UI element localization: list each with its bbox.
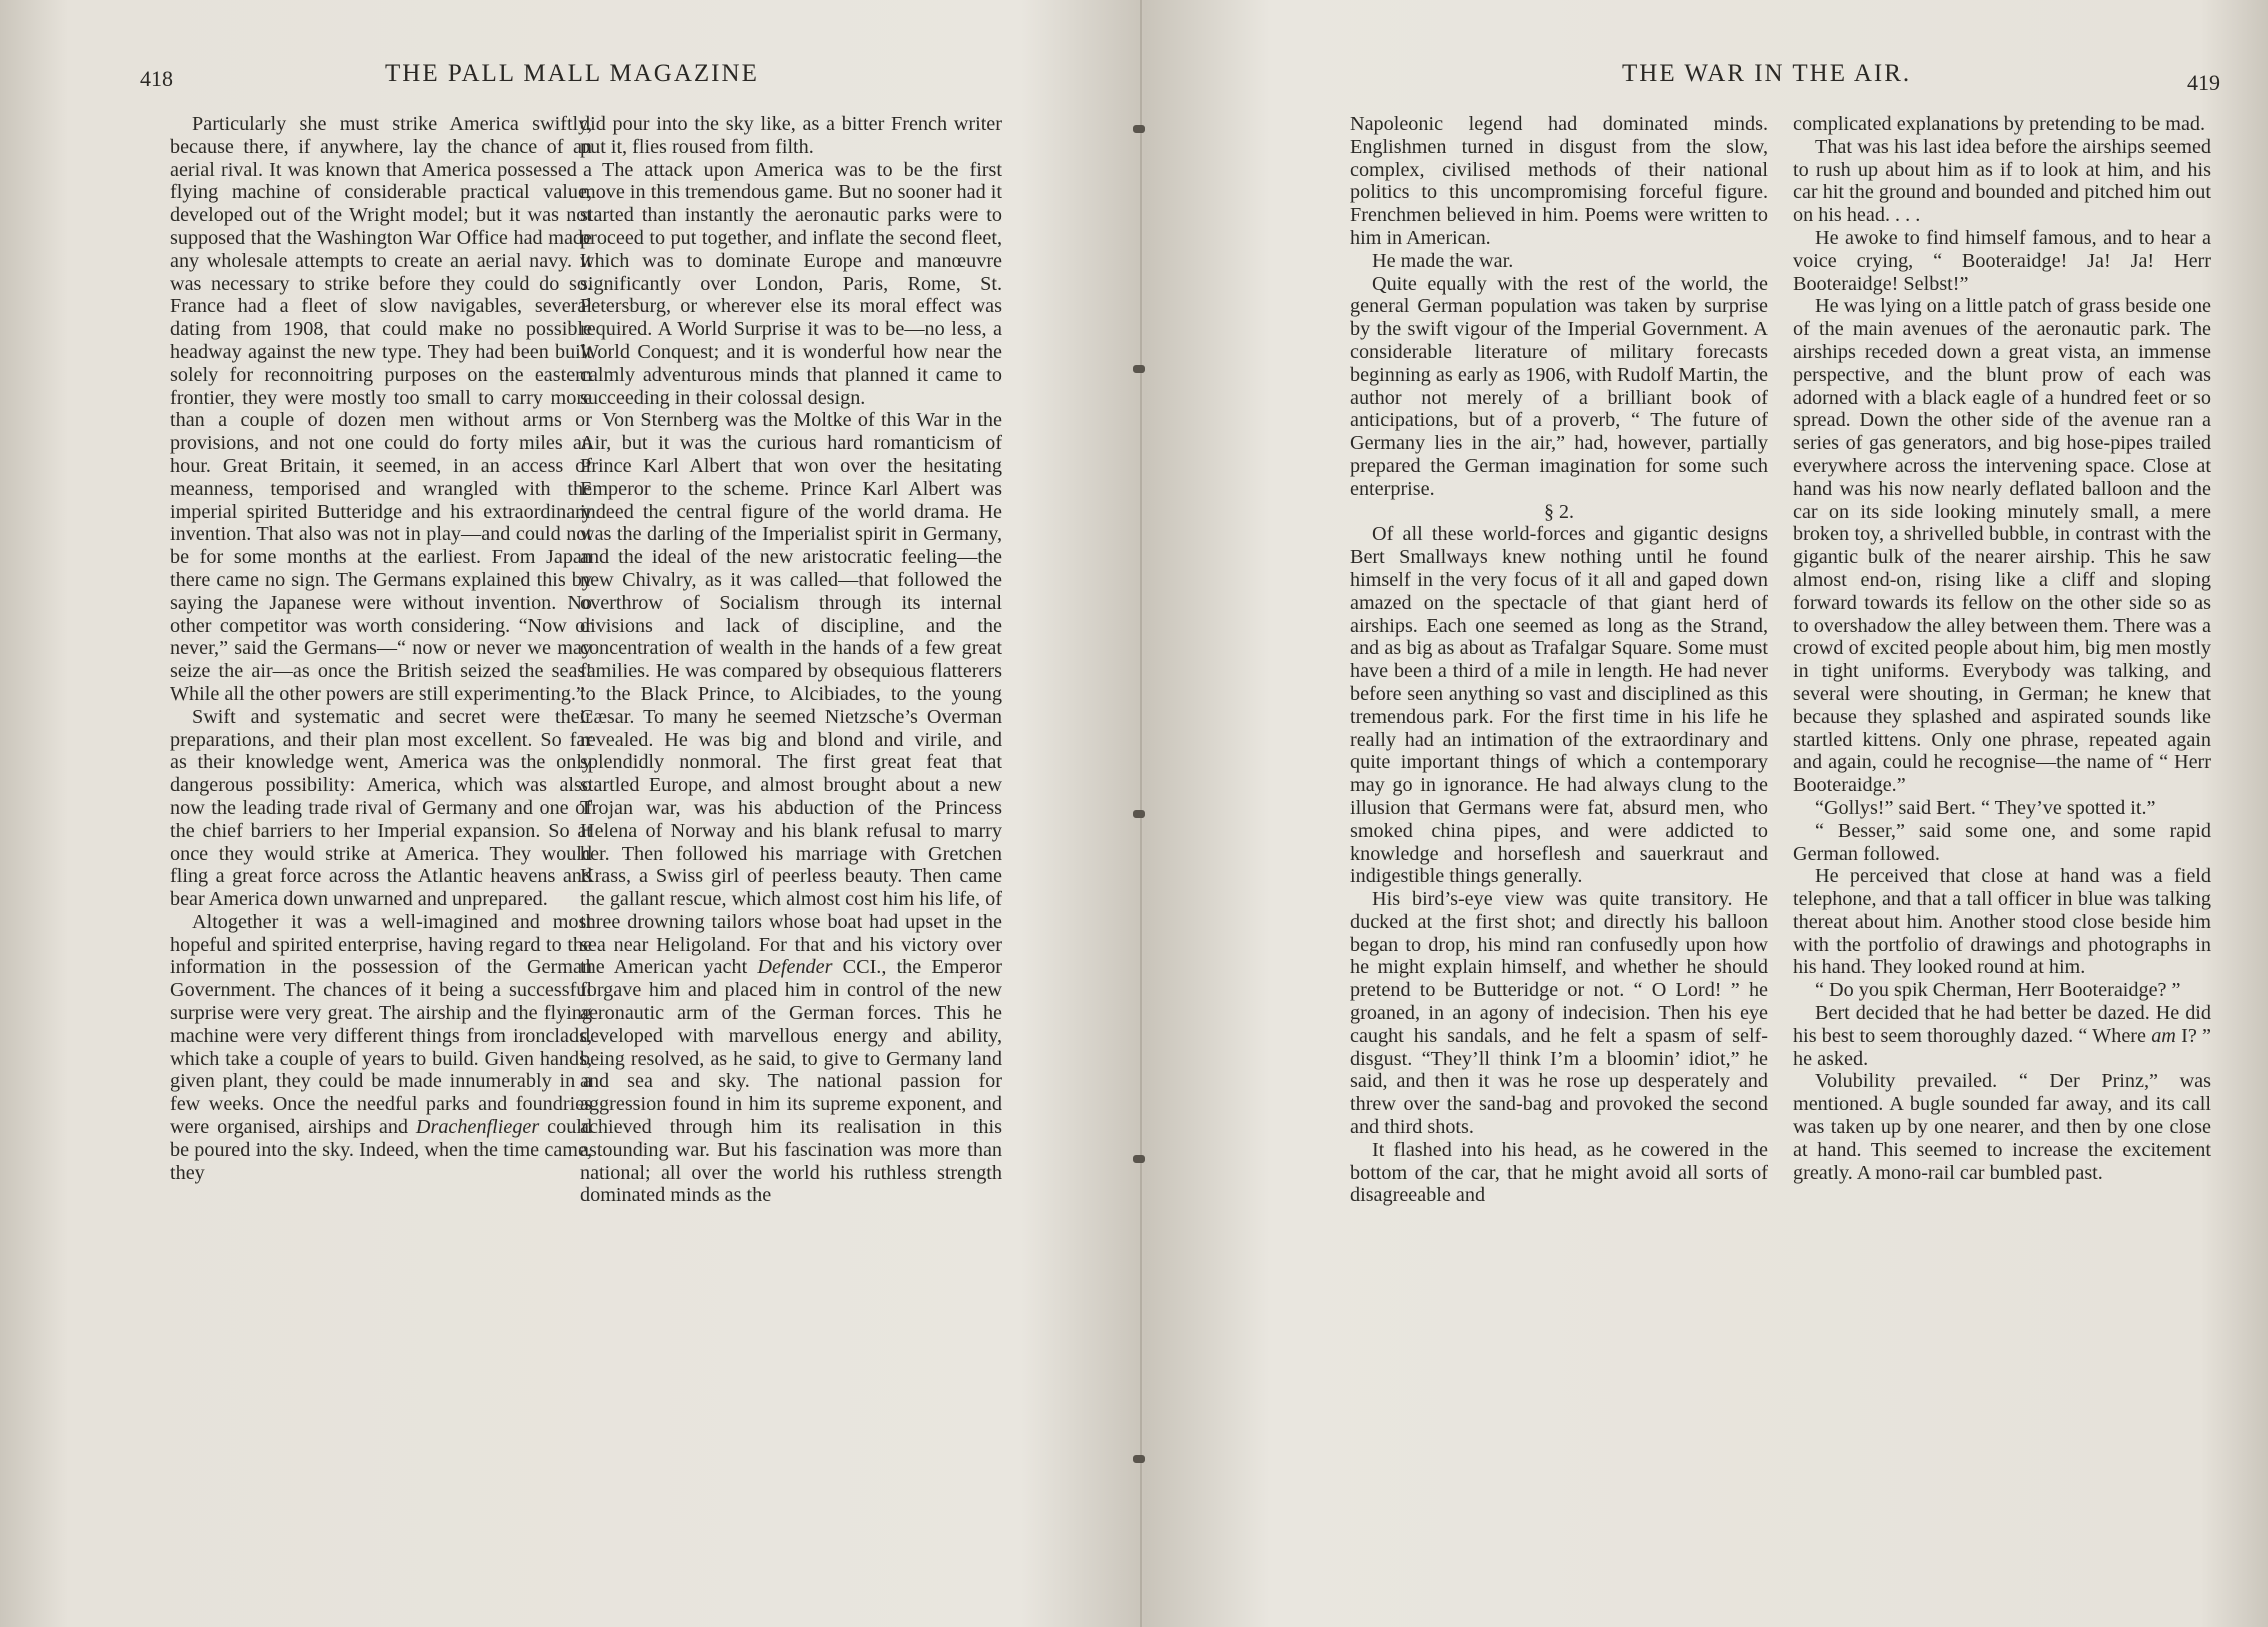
page-header [140,60,1040,100]
paragraph: He perceived that close at hand was a field telephone, and that a tall officer in blue was talking thereat about him. Another stood close beside him with the portfolio of drawings and photographs in his hand. They looked round at him. [1793,865,2211,979]
binding-stitch [1133,1155,1145,1163]
text-column-1 [1350,113,1768,1207]
binding-stitch [1133,365,1145,373]
text-column-1 [170,113,592,1184]
page-number: 418 [140,66,173,91]
paragraph-text: Bert decided that he had better be dazed. He did his best to seem thoroughly dazed. “ Where [1793,1002,2211,1047]
paragraph: “ Besser,” said some one, and some rapid German followed. [1793,819,2211,865]
paragraph: did pour into the sky like, as a bitter French writer put it, flies roused from filth. [580,113,1002,158]
paragraph [170,911,592,1185]
paragraph: The attack upon America was to be the first move in this tremendous game. But no sooner had it started than instantly the aeronautic parks were to proceed to put together, and inflate the second fleet, which was to dominate Europe and manœuvre significantly over London, Paris, Rome, St. Petersburg, or wherever else its moral effect was required. A World Surprise it was to be—no less, a World Conquest; and it is wonderful how near the calmly adventurous minds that planned it came to succeeding in their colossal design. [580,158,1002,409]
text-column-2 [580,113,1002,1207]
paragraph [1793,1002,2211,1070]
page-number: 419 [2187,70,2220,95]
paragraph: He was lying on a little patch of grass beside one of the main avenues of the aeronautic park. The airships receded down a great vista, an immense perspective, and the blunt prow of each was adorned with a black eagle of a hundred feet or so spread. Down the other side of the avenue ran a series of gas generators, and big hose-pipes trailed everywhere across the intervening space. Close at hand was his now nearly deflated balloon and the car on its side looking minutely small, a mere broken toy, a shrivelled bubble, in contrast with the gigantic bulk of the nearer airship. This he saw almost end-on, rising like a cliff and sloping forward towards its fellow on the other side so as to overshadow the alley between them. There was a crowd of excited people about him, big men mostly in tight uniforms. Everybody was talking, and several were shouting, in German; he knew that because they splashed and aspirated sounds like startled kittens. Only one phrase, repeated again and again, could he recognise—the name of “ Herr Booteraidge.” [1793,295,2211,797]
italic-word: am [2151,1024,2176,1047]
running-title: THE PALL MALL MAGAZINE [385,60,759,87]
paragraph-text: I? ” he asked. [1793,1024,2211,1070]
italic-term: Defender [757,956,833,979]
binding-stitch [1133,1455,1145,1463]
left-page [140,0,1040,1627]
italic-term: Drachenflieger [415,1116,540,1139]
paragraph: He made the war. [1372,249,1514,272]
paragraph: “ Do you spik Cherman, Herr Booteraidge? ” [1815,979,2181,1002]
paragraph-text: CCI., the Emperor forgave him and placed him in control of the new aeronautic arm of the German forces. This he developed with marvellous energy and ability, being resolved, as he said, to give to Germany land and sea and sky. The national passion for aggression found in him its supreme exponent, and achieved through him its realisation in this astounding war. But his fascination was more than national; all over the world his ruthless strength dominated minds as the [580,956,1003,1207]
paragraph: His bird’s-eye view was quite transitory. He ducked at the first shot; and directly his balloon began to drop, his mind ran confusedly upon how he might explain himself, and whether he should pretend to be Butteridge or not. “ O Lord! ” he groaned, in an agony of indecision. Then his eye caught his sandals, and he felt a spasm of self-disgust. “They’ll think I’m a bloomin’ idiot,” he said, and then it was he rose up desperately and threw over the sand-bag and provoked the second and third shots. [1350,888,1768,1139]
paragraph: complicated explanations by pretending to be mad. [1793,113,2206,135]
text-column-2 [1793,113,2211,1184]
paragraph: “Gollys!” said Bert. “ They’ve spotted it.” [1815,796,2156,819]
right-page [1350,0,2220,1627]
section-heading: § 2. [1544,500,1574,523]
paragraph: Particularly she must strike America swiftly, because there, if anywhere, lay the chance of an aerial rival. It was known that America possessed a flying machine of considerable practical value, developed out of the Wright model; but it was not supposed that the Washington War Office had made any wholesale attempts to create an aerial navy. It was necessary to strike before they could do so. France had a fleet of slow navigables, several dating from 1908, that could make no possible headway against the new type. They had been built solely for reconnoitring purposes on the eastern frontier, they were mostly too small to carry more than a couple of dozen men without arms or provisions, and not one could do forty miles an hour. Great Britain, it seemed, in an access of meanness, temporised and wrangled with the imperial spirited Butteridge and his extraordinary invention. That also was not in play—and could not be for some months at the earliest. From Japan there came no sign. The Germans explained this by saying the Japanese were without invention. No other competitor was worth considering. “Now or never,” said the Germans—“ now or never we may seize the air—as once the British seized the seas! While all the other powers are still experimenting.” [170,113,592,705]
page-header [1350,60,2220,100]
paragraph: Volubility prevailed. “ Der Prinz,” was mentioned. A bugle sounded far away, and its call was taken up by one nearer, and then by one close at hand. This seemed to increase the excitement greatly. A mono-rail car bumbled past. [1793,1070,2211,1184]
paragraph: Napoleonic legend had dominated minds. Englishmen turned in disgust from the slow, complex, civilised methods of their national politics to this uncompromising forceful figure. Frenchmen believed in him. Poems were written to him in American. [1350,113,1768,249]
paragraph: Swift and systematic and secret were their preparations, and their plan most excellent. So far as their knowledge went, America was the only dangerous possibility: America, which was also now the leading trade rival of Germany and one of the chief barriers to her Imperial expansion. So at once they would strike at America. They would fling a great force across the Atlantic heavens and bear America down unwarned and unprepared. [170,705,592,911]
paragraph-text: could be poured into the sky. Indeed, when the time came, they [170,1116,592,1184]
paragraph-text: Von Sternberg was the Moltke of this War in the Air, but it was the curious hard romanticism of Prince Karl Albert that won over the hesitating Emperor to the scheme. Prince Karl Albert was indeed the central figure of the world drama. He was the darling of the Imperialist spirit in Germany, and the ideal of the new aristocratic feeling—the new Chivalry, as it was called—that followed the overthrow of Socialism through its internal divisions and lack of discipline, and the concentration of wealth in the hands of a few great families. He was compared by obsequious flatterers to the Black Prince, to Alcibiades, to the young Cæsar. To many he seemed Nietzsche’s Overman revealed. He was big and blond and virile, and splendidly nonmoral. The first great feat that startled Europe, and almost brought about a new Trojan war, was his abduction of the Princess Helena of Norway and his blank refusal to marry her. Then followed his marriage with Gretchen Krass, a Swiss girl of peerless beauty. Then came the gallant rescue, which almost cost him his life, of three drowning tailors whose boat had upset in the sea near Heligoland. For that and his victory over the American yacht [580,409,1002,979]
paragraph [580,409,1002,1207]
binding-stitch [1133,125,1145,133]
paragraph: Of all these world-forces and gigantic designs Bert Smallways knew nothing until he found himself in the very focus of it all and gaped down amazed on the spectacle of that giant herd of airships. Each one seemed as long as the Strand, and as big as about as Trafalgar Square. Some must have been a third of a mile in length. He had never before seen anything so vast and disciplined as this tremendous park. For the first time in his life he really had an intimation of the extraordinary and quite important things of which a contemporary may go in ignorance. He had always clung to the illusion that Germans were fat, absurd men, who smoked china pipes, and were addicted to knowledge and horseflesh and sauerkraut and indigestible things generally. [1350,523,1768,888]
binding-stitch [1133,810,1145,818]
paragraph: He awoke to find himself famous, and to hear a voice crying, “ Booteraidge! Ja! Ja! Herr Booteraidge! Selbst!” [1793,226,2211,295]
paragraph: Quite equally with the rest of the world, the general German population was taken by surprise by the swift vigour of the Imperial Government. A considerable literature of military forecasts beginning as early as 1906, with Rudolf Martin, the author not merely of a brilliant book of anticipations, but of a proverb, “ The future of Germany lies in the air,” had, however, partially prepared the German imagination for some such enterprise. [1350,272,1768,500]
paragraph: That was his last idea before the airships seemed to rush up about him as if to look at him, and his car hit the ground and bounded and pitched him out on his head. . . . [1793,135,2211,227]
paragraph: It flashed into his head, as he cowered in the bottom of the car, that he might avoid all sorts of disagreeable and [1350,1138,1768,1207]
running-title: THE WAR IN THE AIR. [1622,60,1912,87]
paragraph-text: Altogether it was a well-imagined and most hopeful and spirited enterprise, having regard to the information in the possession of the German Government. The chances of it being a successful surprise were very great. The airship and the flying machine were very different things from ironclads, which take a couple of years to build. Given hands, given plant, they could be made innumerably in a few weeks. Once the needful parks and foundries were organised, airships and [170,910,592,1139]
